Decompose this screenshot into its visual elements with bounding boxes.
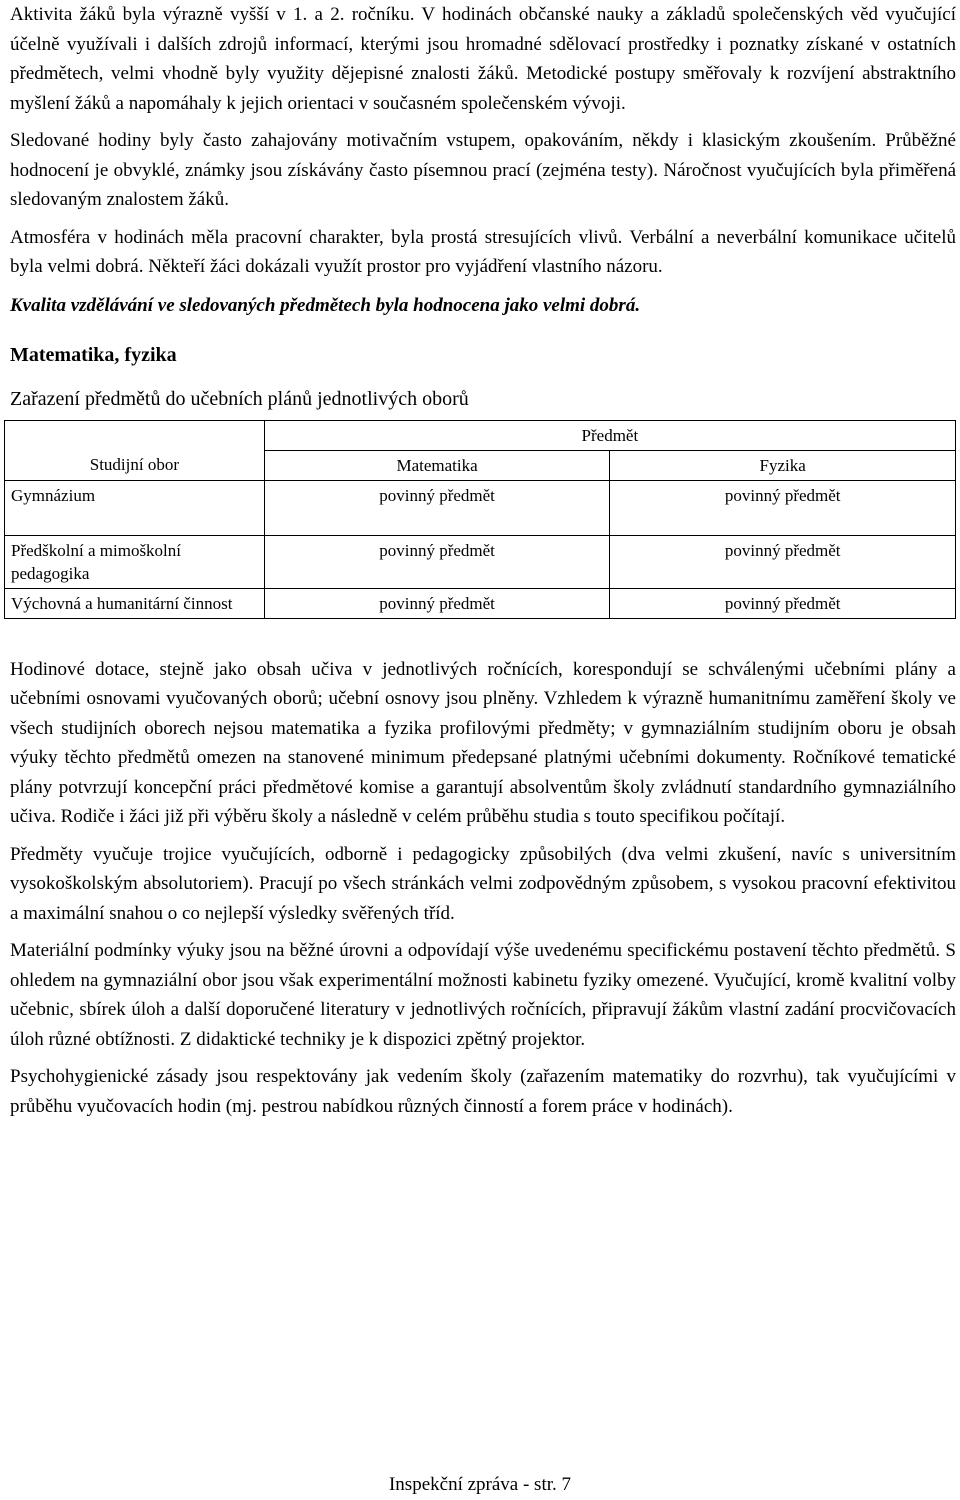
quality-summary: Kvalita vzdělávání ve sledovaných předmětech byla hodnocena jako velmi dobrá. — [10, 294, 641, 316]
intro-paragraph-2: Sledované hodiny byly často zahajovány motivačním vstupem, opakováním, někdy i klasickým zkoušením. Průběžné hodnocení je obvyklé, známky jsou získávány často písemnou prací (zejména testy). Náročnost vyučujících byla přiměřená sledovaným znalostem žáků. — [10, 130, 956, 210]
table-header-physics: Fyzika — [610, 450, 956, 480]
table-header-math: Matematika — [264, 450, 610, 480]
page-footer: Inspekční zpráva - str. 7 — [388, 1474, 572, 1495]
table-cell-field: Gymnázium — [5, 480, 265, 535]
table-cell-physics: povinný předmět — [610, 535, 956, 588]
table-header-row — [5, 450, 956, 480]
table-cell-physics: povinný předmět — [610, 480, 956, 535]
intro-paragraph-3: Atmosféra v hodinách měla pracovní charakter, byla prostá stresujících vlivů. Verbální a neverbální komunikace učitelů byla velmi dobrá. Někteří žáci dokázali využít prostor pro vyjádření vlastního názoru. — [10, 226, 956, 277]
table-cell-field: Výchovná a humanitární činnost — [5, 588, 265, 618]
table-cell-math: povinný předmět — [264, 588, 610, 618]
table-cell-math: povinný předmět — [264, 480, 610, 535]
table-row — [5, 588, 956, 618]
subjects-table — [4, 420, 956, 619]
table-corner-cell — [5, 420, 265, 450]
intro-paragraph-1: Aktivita žáků byla výrazně vyšší v 1. a 2. ročníku. V hodinách občanské nauky a základů společenských věd vyučující účelně využívali i dalších zdrojů informací, kterými jsou hromadné sdělovací prostředky i poznatky získané v ostatních předmětech, velmi vhodně byly využity dějepisné znalosti žáků. Metodické postupy směřovaly k rozvíjení abstraktního myšlení žáků a napomáhaly k jejich orientaci v současném společenském vývoji. — [10, 4, 956, 114]
document-page — [10, 0, 956, 1121]
table-group-header-row — [5, 420, 956, 450]
section-title: Matematika, fyzika — [10, 343, 177, 366]
body-paragraph-3: Materiální podmínky výuky jsou na běžné úrovni a odpovídají výše uvedenému specifickému postavení těchto předmětů. S ohledem na gymnaziální obor jsou však experimentální možnosti kabinetu fyziky omezené. Vyučující, kromě kvalitní volby učebnic, sbírek úloh a další doporučené literatury v jednotlivých ročnících, připravují žákům vlastní zadání procvičovacích úloh různé obtížnosti. Z didaktické techniky je k dispozici zpětný projektor. — [10, 940, 956, 1050]
body-paragraph-2: Předměty vyučuje trojice vyučujících, odborně i pedagogicky způsobilých (dva velmi zkušení, navíc s universitním vysokoškolským absolutoriem). Pracují po všech stránkách velmi zodpovědným způsobem, s vysokou pracovní efektivitou a maximální snahou o co nejlepší výsledky svěřených tříd. — [10, 843, 956, 924]
table-cell-math: povinný předmět — [264, 535, 610, 588]
body-paragraph-4: Psychohygienické zásady jsou respektovány jak vedením školy (zařazením matematiky do rozvrhu), tak vyučujícími v průběhu vyučovacích hodin (mj. pestrou nabídkou různých činností a forem práce v hodinách). — [10, 1066, 956, 1117]
table-caption: Zařazení předmětů do učebních plánů jednotlivých oborů — [10, 387, 469, 410]
body-paragraph-1: Hodinové dotace, stejně jako obsah učiva v jednotlivých ročnících, korespondují se schválenými učebními plány a učebními osnovami vyučovaných oborů; učební osnovy jsou plněny. Vzhledem k výrazně humanitnímu zaměření školy ve všech studijních oborech nejsou matematika a fyzika profilovými předměty; v gymnaziálním studijním oboru je obsah výuky těchto předmětů omezen na stanovené minimum předepsané platnými učebními dokumenty. Ročníkové tematické plány potvrzují koncepční práci předmětové komise a garantují absolventům školy zvládnutí standardního gymnaziálního učiva. Rodiče i žáci již při výběru školy a následně v celém průběhu studia s touto specifikou počítají. — [10, 658, 956, 827]
table-header-field: Studijní obor — [5, 450, 265, 480]
table-row — [5, 535, 956, 588]
table-cell-physics: povinný předmět — [610, 588, 956, 618]
table-cell-field: Předškolní a mimoškolní pedagogika — [5, 535, 265, 588]
table-group-header: Předmět — [264, 420, 955, 450]
table-row — [5, 480, 956, 535]
